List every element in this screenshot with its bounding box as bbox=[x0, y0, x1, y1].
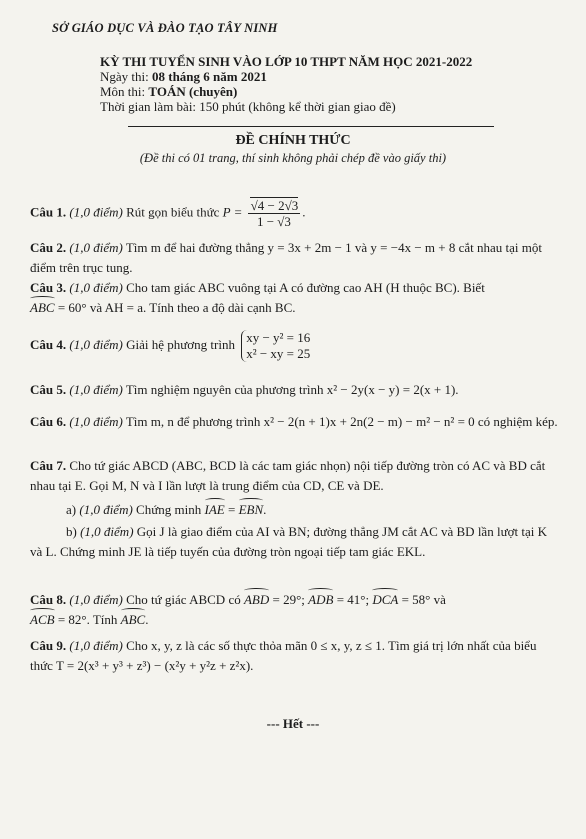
question-1: Câu 1. (1,0 điểm) Rút gọn biểu thức P = $\frac{√4 - 2√3}{1 - √3}$ . bbox=[30, 198, 306, 229]
question-2: Câu 2. (1,0 điểm) Tìm m để hai đường thẳng y = 3x + 2m − 1 và y = −4x − m + 8 cắt nhau tại một điểm trên trục tung. bbox=[30, 240, 543, 275]
question-3: Câu 3. (1,0 điểm) Cho tam giác ABC vuông tại A có đường cao AH (H thuộc BC). Biết ABC = 60° và AH = a. Tính theo a độ dài cạnh BC. bbox=[30, 278, 560, 318]
header-divider bbox=[128, 126, 494, 127]
exam-time: Thời gian làm bài: 150 phút (không kể thời gian giao đề) bbox=[100, 99, 396, 114]
fraction: $\frac{√4 - 2√3}{1 - √3}$ bbox=[248, 198, 301, 229]
exam-subject: Môn thi: TOÁN (chuyên) bbox=[100, 84, 238, 99]
exam-title: KỲ THI TUYỂN SINH VÀO LỚP 10 THPT NĂM HỌC 2021-2022 bbox=[100, 54, 473, 69]
question-4: Câu 4. (1,0 điểm) Giải hệ phương trình xy − y² = 16 x² − xy = 25 bbox=[30, 330, 311, 361]
question-8: Câu 8. (1,0 điểm) Cho tứ giác ABCD có ABD = 29°; ADB = 41°; DCA = 58° và ACB = 82°. Tính ABC. bbox=[30, 590, 560, 630]
question-7: Câu 7. Cho tứ giác ABCD (ABC, BCD là các tam giác nhọn) nội tiếp đường tròn có AC và BD cắt nhau tại E. Gọi M, N và I lần lượt là trung điểm của CD, CE và DE. bbox=[30, 458, 546, 493]
official-label: ĐỀ CHÍNH THỨC bbox=[235, 133, 351, 148]
exam-note: (Đề thi có 01 trang, thí sinh không phải chép đề vào giấy thi) bbox=[139, 151, 447, 165]
exam-header bbox=[100, 54, 472, 114]
question-7a: a) (1,0 điểm) Chứng minh IAE = EBN. bbox=[30, 500, 560, 520]
question-5: Câu 5. (1,0 điểm) Tìm nghiệm nguyên của phương trình x² − 2y(x − y) = 2(x + 1). bbox=[30, 382, 459, 397]
exam-date: Ngày thi: 08 tháng 6 năm 2021 bbox=[100, 69, 267, 84]
department-name: SỞ GIÁO DỤC VÀ ĐÀO TẠO TÂY NINH bbox=[52, 21, 278, 35]
question-6: Câu 6. (1,0 điểm) Tìm m, n để phương trình x² − 2(n + 1)x + 2n(2 − m) − m² − n² = 0 có nghiệm kép. bbox=[30, 414, 558, 429]
angle-abc: ABC bbox=[30, 298, 55, 318]
equation-system: xy − y² = 16 x² − xy = 25 bbox=[241, 330, 310, 362]
question-9: Câu 9. (1,0 điểm) Cho x, y, z là các số thực thỏa mãn 0 ≤ x, y, z ≤ 1. Tìm giá trị lớn nhất của biểu thức T = 2(x³ + y³ + z³) − (x²y + y²z + z²x). bbox=[30, 638, 537, 673]
question-7b: b) (1,0 điểm) Gọi J là giao điểm của AI và BN; đường thẳng JM cắt AC và BD lần lượt tại K và L. Chứng minh JE là tiếp tuyến của đường tròn ngoại tiếp tam giác EKL. bbox=[30, 524, 547, 559]
end-marker: --- Hết --- bbox=[266, 716, 320, 731]
